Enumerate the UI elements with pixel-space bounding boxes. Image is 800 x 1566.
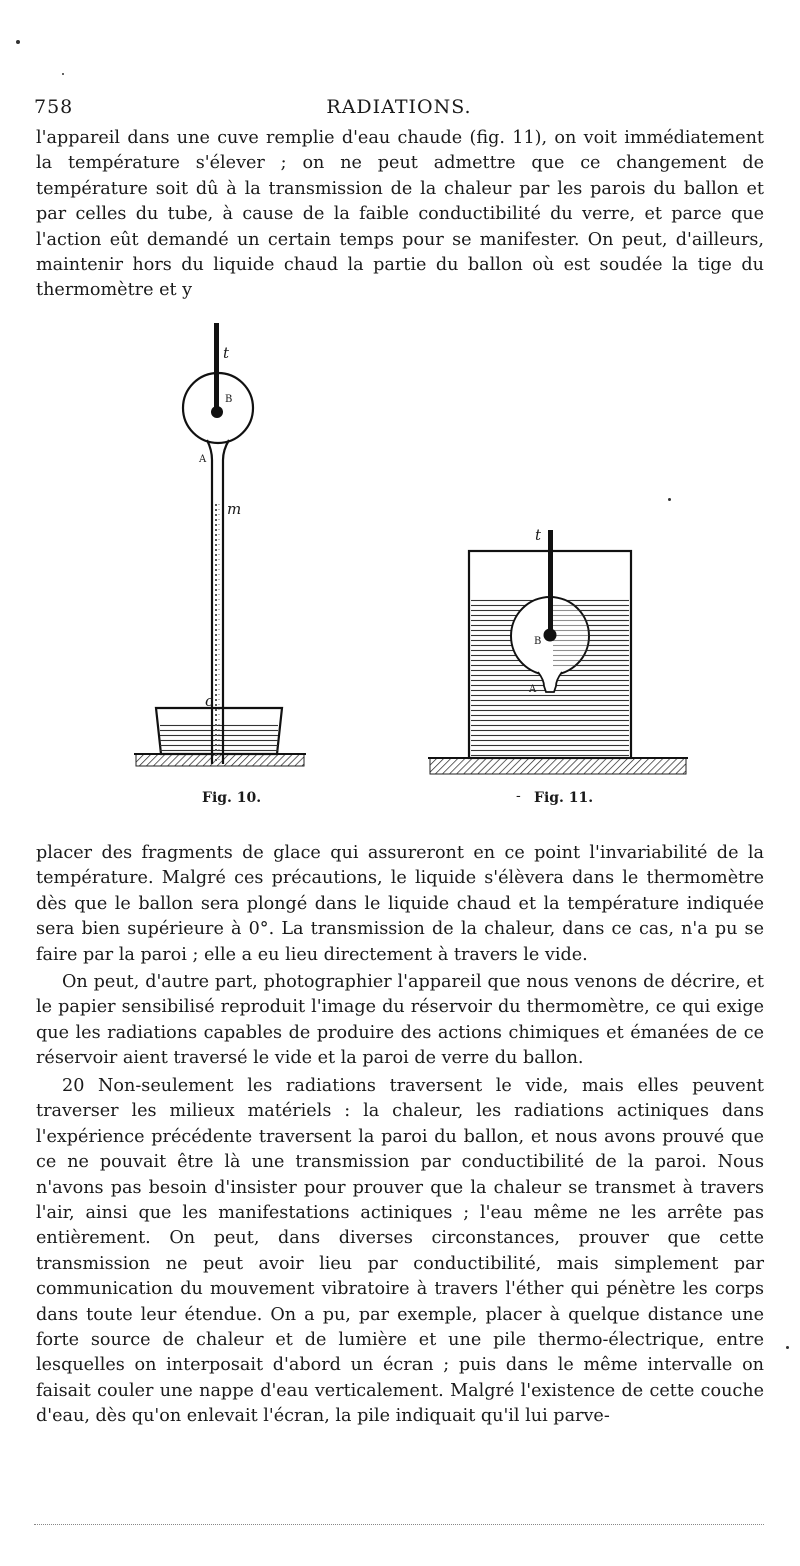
page-number: 758 bbox=[34, 96, 74, 118]
figure-drawings bbox=[120, 318, 700, 788]
fig11-caption: Fig. 11. bbox=[534, 790, 594, 806]
figure-11-drawing bbox=[428, 526, 688, 774]
fig11-reservoir bbox=[544, 629, 557, 642]
fig10-reservoir bbox=[211, 406, 223, 418]
paragraph-3: On peut, d'autre part, photographier l'appareil que nous venons de décrire, et le papier sensibilisé reproduit l'image du réservoir du thermomètre, ce qui exige que les radiations capables de produire des actions chimiques et émanées de ce réservoir aient traversé le vide et la paroi de verre du ballon. bbox=[36, 972, 764, 1069]
page-header bbox=[34, 96, 764, 122]
figure-10-drawing bbox=[134, 323, 306, 766]
fig11-caption-dash: - bbox=[516, 788, 521, 804]
fig10-label-A: A bbox=[199, 454, 207, 465]
fig10-base bbox=[136, 754, 304, 766]
ink-speck bbox=[786, 1346, 789, 1349]
bottom-rule bbox=[34, 1524, 764, 1525]
fig10-label-m: m bbox=[227, 500, 242, 518]
fig10-label-c: c bbox=[205, 692, 214, 710]
paragraph-4: 20 Non-seulement les radiations traversent le vide, mais elles peuvent traverser les milieux matériels : la chaleur, les radiations actiniques dans l'expérience précédente traversent la paroi du ballon, et nous avons prouvé que ce ne pouvait être là une transmission par conductibilité de la paroi. Nous n'avons pas besoin d'insister pour prouver que la chaleur se transmet à travers l'air, ainsi que les manifestations actiniques ; l'eau même ne les arrête pas entièrement. On peut, dans diverses circonstances, prouver que cette transmission ne peut avoir lieu par conductibilité, mais simplement par communication du mouvement vibratoire à travers l'éther qui pénètre les corps dans toute leur étendue. On a pu, par exemple, placer à quelque distance une forte source de chaleur et de lumière et une pile thermo-électrique, entre lesquelles on interposait d'abord un écran ; puis dans le même intervalle on faisait couler une nappe d'eau verticalement. Malgré l'existence de cette couche d'eau, dès qu'on enlevait l'écran, la pile indiquait qu'il lui parve- bbox=[36, 1076, 764, 1427]
fig10-label-t: t bbox=[223, 344, 230, 362]
ink-speck bbox=[62, 73, 64, 75]
fig10-liquid bbox=[160, 724, 278, 753]
running-title: RADIATIONS. bbox=[326, 96, 472, 118]
fig10-caption: Fig. 10. bbox=[202, 790, 262, 806]
figures bbox=[120, 318, 700, 814]
fig11-label-t: t bbox=[535, 526, 542, 544]
fig10-label-B: B bbox=[225, 394, 233, 405]
fig11-stem bbox=[548, 530, 553, 636]
ink-speck bbox=[16, 40, 20, 44]
paragraph-2: placer des fragments de glace qui assureront en ce point l'invariabilité de la température. Malgré ces précautions, le liquide s'élèvera dans le thermomètre dès que le ballon sera plongé dans le liquide chaud et la température indiquée sera bien supérieure à 0°. La transmission de la chaleur, dans ce cas, n'a pu se faire par la paroi ; elle a eu lieu directement à travers le vide. bbox=[36, 843, 764, 965]
paragraph-1: l'appareil dans une cuve remplie d'eau chaude (fig. 11), on voit immédiatement la température s'élever ; on ne peut admettre que ce changement de température soit dû à la transmission de la chaleur par les parois du ballon et par celles du tube, à cause de la faible conductibilité du verre, et parce que l'action eût demandé un certain temps pour se manifester. On peut, d'ailleurs, maintenir hors du liquide chaud la partie du ballon où est soudée la tige du thermomètre et y bbox=[36, 128, 764, 301]
fig11-label-B: B bbox=[534, 636, 542, 647]
fig11-base bbox=[430, 758, 686, 774]
fig11-label-A: A bbox=[529, 684, 537, 695]
